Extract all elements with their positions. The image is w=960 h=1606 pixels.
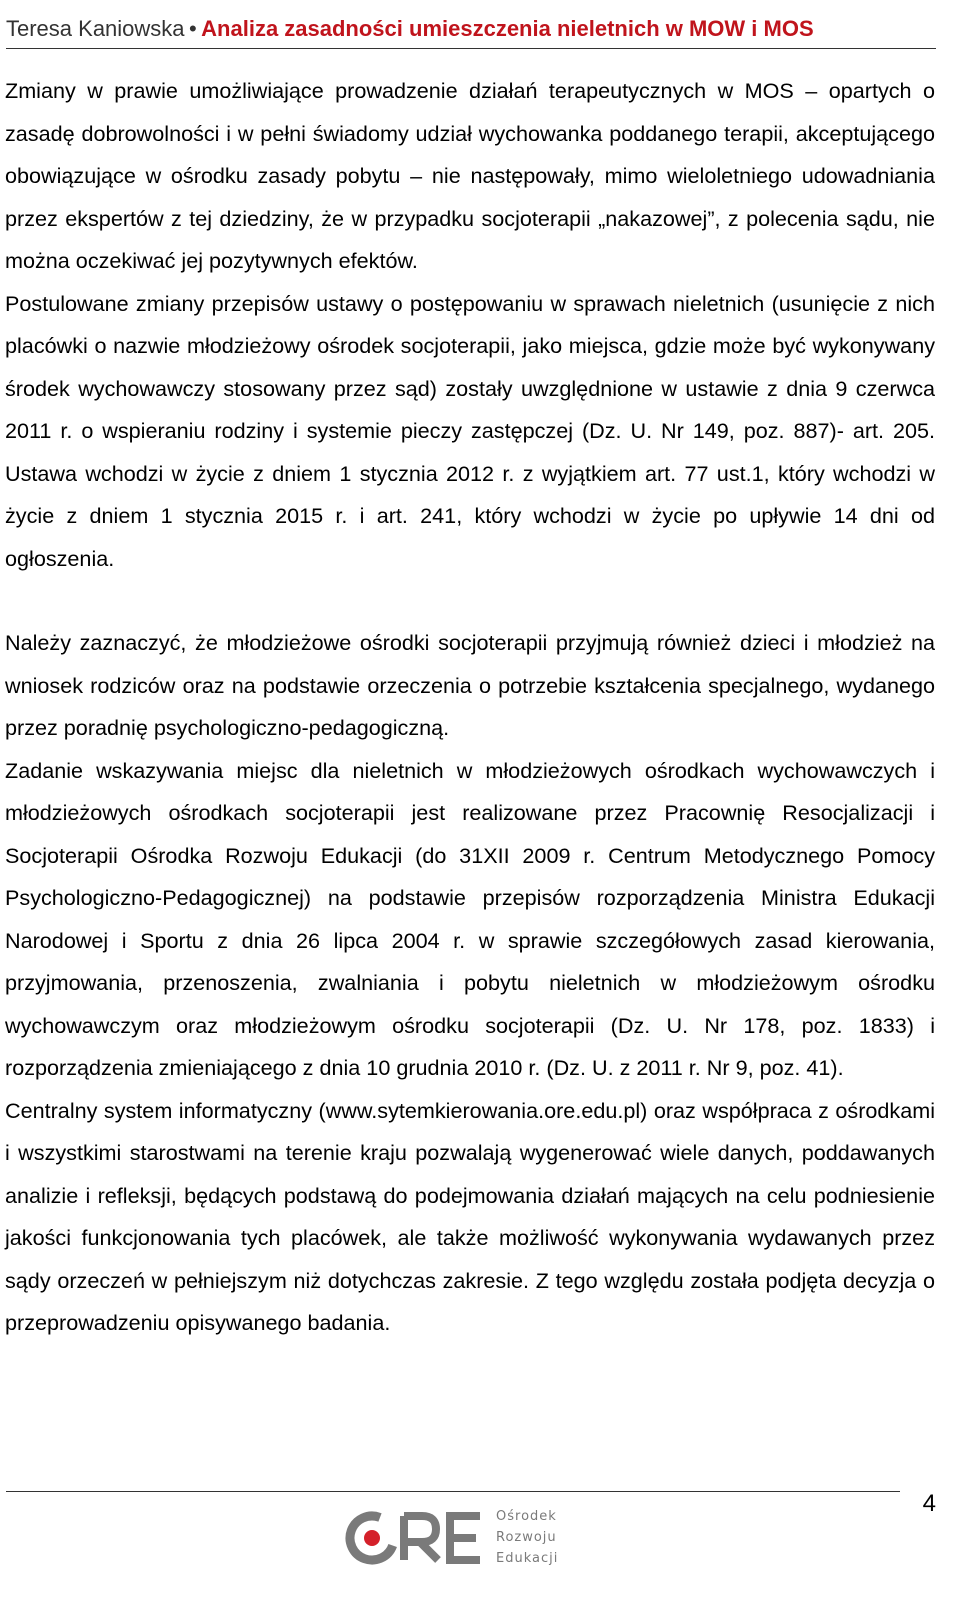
document-body [5, 70, 935, 1345]
ore-logo-tagline-line-1: Ośrodek [496, 1509, 557, 1524]
header-title: Analiza zasadności umieszczenia nieletnich w MOW i MOS [201, 16, 814, 41]
footer-rule [6, 1491, 900, 1492]
page-header [6, 4, 936, 49]
ore-logo-tagline-line-2: Rozwoju [496, 1530, 557, 1545]
ore-logo-tagline-line-3: Edukacji [496, 1551, 559, 1566]
header-author: Teresa Kaniowska [6, 16, 185, 41]
ore-logo-tagline [496, 1506, 586, 1569]
header-separator: • [189, 16, 197, 41]
paragraph-3: Należy zaznaczyć, że młodzieżowe ośrodki socjoterapii przyjmują również dzieci i młodzież na wniosek rodziców oraz na podstawie orzeczenia o potrzebie kształcenia specjalnego, wydanego przez poradnię psychologiczno-pedagogiczną. [5, 630, 935, 740]
paragraph-4: Zadanie wskazywania miejsc dla nieletnich w młodzieżowych ośrodkach wychowawczych i młodzieżowych ośrodkach socjoterapii jest realizowane przez Pracownię Resocjalizacji i Socjoterapii Ośrodka Rozwoju Edukacji (do 31XII 2009 r. Centrum Metodycznego Pomocy Psychologiczno-Pedagogicznej) na podstawie przepisów rozporządzenia Ministra Edukacji Narodowej i Sportu z dnia 26 lipca 2004 r. w sprawie szczegółowych zasad kierowania, przyjmowania, przenoszenia, zwalniania i pobytu nieletnich w młodzieżowym ośrodku wychowawczym oraz młodzieżowym ośrodku socjoterapii (Dz. U. Nr 178, poz. 1833) i rozporządzenia zmieniającego z dnia 10 grudnia 2010 r. (Dz. U. z 2011 r. Nr 9, poz. 41). [5, 757, 935, 1080]
ore-logo [342, 1502, 582, 1570]
page-number: 4 [922, 1490, 936, 1517]
ore-logo-mark [342, 1502, 492, 1570]
header-line [6, 16, 814, 42]
paragraph-5: Centralny system informatyczny (www.sytemkierowania.ore.edu.pl) oraz współpraca z ośrodkami i wszystkimi starostwami na terenie kraju pozwalają wygenerować wiele danych, poddawanych analizie i refleksji, będących podstawą do podejmowania działań mających na celu podniesienie jakości funkcjonowania tych placówek, ale także możliwość wykonywania wydawanych przez sądy orzeczeń w pełniejszym niż dotychczas zakresie. Z tego względu została podjęta decyzja o przeprowadzeniu opisywanego badania. [5, 1097, 935, 1335]
paragraph-1: Zmiany w prawie umożliwiające prowadzenie działań terapeutycznych w MOS – opartych o zasadę dobrowolności i w pełni świadomy udział wychowanka poddanego terapii, akceptującego obowiązujące w ośrodku zasady pobytu – nie następowały, mimo wieloletniego udowadniania przez ekspertów z tej dziedziny, że w przypadku socjoterapii „nakazowej”, z polecenia sądu, nie można oczekiwać jej pozytywnych efektów. [5, 78, 935, 273]
paragraph-2: Postulowane zmiany przepisów ustawy o postępowaniu w sprawach nieletnich (usunięcie z nich placówki o nazwie młodzieżowy ośrodek socjoterapii, jako miejsca, gdzie może być wykonywany środek wychowawczy stosowany przez sąd) zostały uwzględnione w ustawie z dnia 9 czerwca 2011 r. o wspieraniu rodziny i systemie pieczy zastępczej (Dz. U. Nr 149, poz. 887)- art. 205. Ustawa wchodzi w życie z dniem 1 stycznia 2012 r. z wyjątkiem art. 77 ust.1, który wchodzi w życie z dniem 1 stycznia 2015 r. i art. 241, który wchodzi w życie po upływie 14 dni od ogłoszenia. [5, 290, 935, 571]
